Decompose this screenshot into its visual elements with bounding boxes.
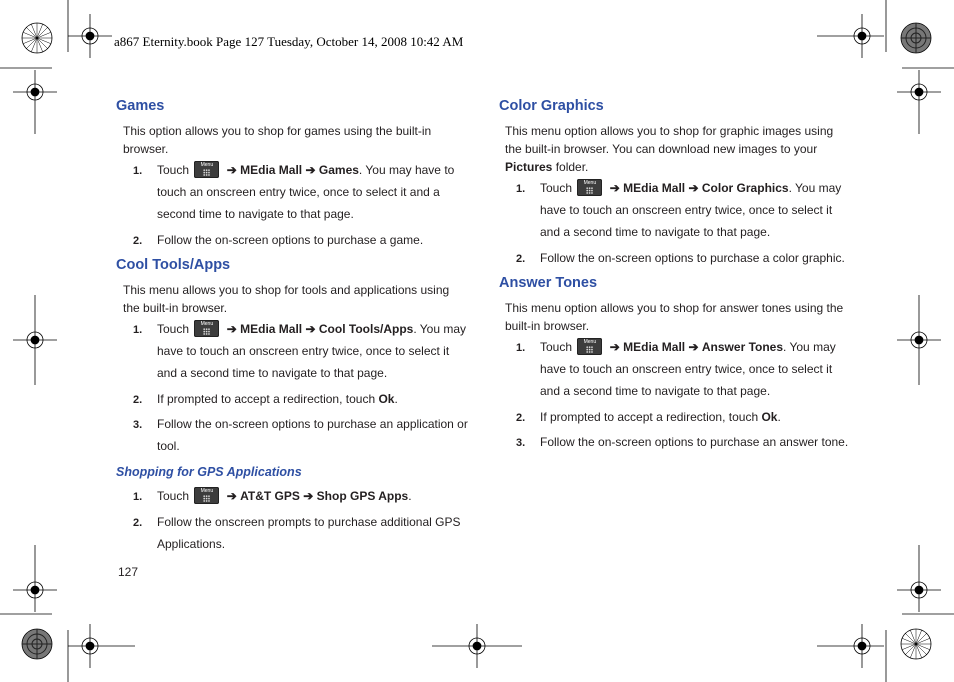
color-graphics-heading: Color Graphics [499, 98, 604, 114]
answer-tones-step-2 [506, 406, 851, 428]
step-text: Follow the onscreen prompts to purchase additional GPS Applications. [157, 515, 461, 551]
color-graphics-step-1 [506, 177, 851, 243]
games-heading: Games [116, 98, 165, 114]
cool-tools-intro: This menu allows you to shop for tools and applications using the built-in browser. [123, 283, 450, 315]
step-text: Touch Menu ➔ MEdia Mall ➔ Answer Tones. You may have to touch an onscreen entry twice, once to select it and a second time to navigate to that page. [540, 339, 836, 398]
step-number: 1. [516, 183, 526, 195]
gps-step-2 [123, 511, 468, 555]
answer-tones-intro: This menu option allows you to shop for answer tones using the built-in browser. [505, 301, 844, 333]
answer-tones-step-1 [506, 336, 851, 402]
step-text: If prompted to accept a redirection, touch Ok. [540, 410, 781, 424]
step-text: Follow the on-screen options to purchase an answer tone. [540, 435, 849, 449]
menu-key-icon: Menu [194, 320, 219, 337]
gps-step-1 [123, 485, 468, 507]
step-text: Follow the on-screen options to purchase a game. [157, 233, 424, 247]
menu-key-icon: Menu [577, 179, 602, 196]
games-step-1 [123, 159, 468, 225]
games-intro: This option allows you to shop for games using the built-in browser. [123, 124, 432, 156]
step-number: 2. [516, 412, 526, 424]
color-graphics-intro: This menu option allows you to shop for graphic images using the built-in browser. You can download new images to your Pictures folder. [505, 124, 834, 174]
cool-tools-step-1 [123, 318, 468, 384]
step-number: 1. [516, 342, 526, 354]
step-text: If prompted to accept a redirection, touch Ok. [157, 392, 398, 406]
step-number: 2. [516, 253, 526, 265]
color-graphics-step-2 [506, 247, 851, 269]
cool-tools-step-2 [123, 388, 468, 410]
print-header: a867 Eternity.book Page 127 Tuesday, October 14, 2008 10:42 AM [114, 34, 464, 49]
step-number: 1. [133, 491, 143, 503]
step-text: Touch Menu ➔ MEdia Mall ➔ Cool Tools/Apps. You may have to touch an onscreen entry twice, once to select it and a second time to navigate to that page. [157, 321, 467, 380]
step-text: Follow the on-screen options to purchase an application or tool. [157, 417, 468, 453]
step-number: 3. [133, 419, 143, 431]
menu-key-icon: Menu [194, 161, 219, 178]
step-text: Touch Menu ➔ MEdia Mall ➔ Color Graphics. You may have to touch an onscreen entry twice, once to select it and a second time to navigate to that page. [540, 180, 842, 239]
answer-tones-step-3 [506, 431, 851, 453]
step-number: 1. [133, 165, 143, 177]
step-number: 2. [133, 235, 143, 247]
step-text: Touch Menu ➔ AT&T GPS ➔ Shop GPS Apps. [157, 488, 412, 503]
gps-subheading: Shopping for GPS Applications [116, 465, 302, 479]
cool-tools-heading: Cool Tools/Apps [116, 257, 231, 273]
page-number: 127 [118, 565, 139, 579]
step-text: Follow the on-screen options to purchase a color graphic. [540, 251, 845, 265]
step-number: 1. [133, 324, 143, 336]
answer-tones-heading: Answer Tones [499, 275, 598, 291]
games-step-2 [123, 229, 468, 251]
step-number: 2. [133, 394, 143, 406]
menu-key-icon: Menu [194, 487, 219, 504]
step-number: 2. [133, 517, 143, 529]
menu-key-icon: Menu [577, 338, 602, 355]
step-number: 3. [516, 437, 526, 449]
cool-tools-step-3 [123, 413, 468, 457]
step-text: Touch Menu ➔ MEdia Mall ➔ Games. You may have to touch an onscreen entry twice, once to select it and a second time to navigate to that page. [157, 162, 455, 221]
